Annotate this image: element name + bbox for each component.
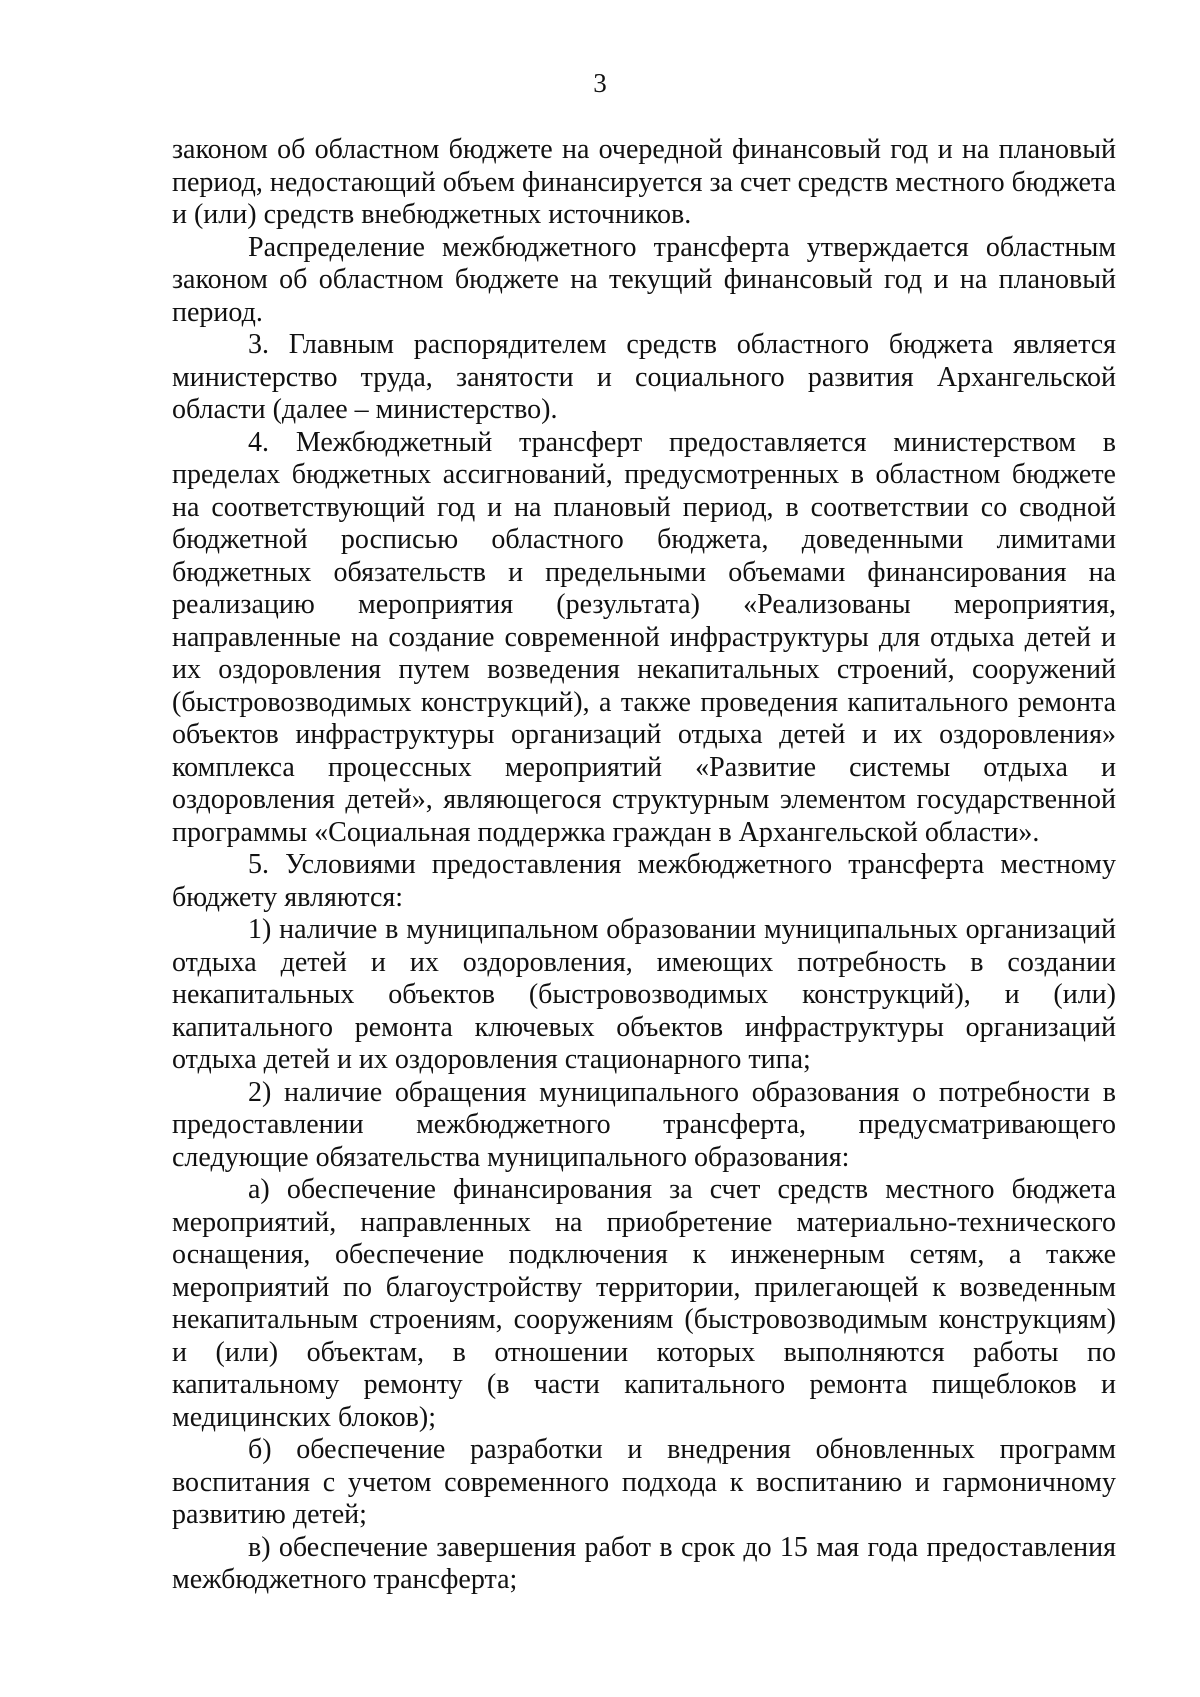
paragraph-item-5: 5. Условиями предоставления межбюджетного трансферта местному бюджету являются: xyxy=(172,849,1116,913)
paragraph-item-3: 3. Главным распорядителем средств областного бюджета является министерство труда, занятости и социального развития Архангельской области (далее – министерство). xyxy=(172,329,1116,425)
paragraph-item-4: 4. Межбюджетный трансферт предоставляется министерством в пределах бюджетных ассигнований, предусмотренных в областном бюджете на соответствующий год и на плановый период, в соответствии со сводной бюджетной росписью областного бюджета, доведенными лимитами бюджетных обязательств и предельными объемами финансирования на реализацию мероприятия (результата) «Реализованы мероприятия, направленные на создание современной инфраструктуры для отдыха детей и их оздоровления путем возведения некапитальных строений, сооружений (быстровозводимых конструкций), а также проведения капитального ремонта объектов инфраструктуры организаций отдыха детей и их оздоровления» комплекса процессных мероприятий «Развитие системы отдыха и оздоровления детей», являющегося структурным элементом государственной программы «Социальная поддержка граждан в Архангельской области». xyxy=(172,426,1116,848)
paragraph-subitem-v: в) обеспечение завершения работ в срок до 15 мая года предоставления межбюджетного трансферта; xyxy=(172,1531,1116,1595)
paragraph-subitem-a: а) обеспечение финансирования за счет средств местного бюджета мероприятий, направленных на приобретение материально-технического оснащения, обеспечение подключения к инженерным сетям, а также мероприятий по благоустройству территории, прилегающей к возведенным некапитальным строениям, сооружениям (быстровозводимым конструкциям) и (или) объектам, в отношении которых выполняются работы по капитальному ремонту (в части капитального ремонта пищеблоков и медицинских блоков); xyxy=(172,1174,1116,1433)
paragraph-subitem-b: б) обеспечение разработки и внедрения обновленных программ воспитания с учетом современного подхода к воспитанию и гармоничному развитию детей; xyxy=(172,1434,1116,1530)
paragraph-continuation: законом об областном бюджете на очередной финансовый год и на плановый период, недостающий объем финансируется за счет средств местного бюджета и (или) средств внебюджетных источников. xyxy=(172,134,1116,230)
document-body xyxy=(172,134,1116,1597)
page-number: 3 xyxy=(593,68,607,98)
paragraph-distribution: Распределение межбюджетного трансферта утверждается областным законом об областном бюджете на текущий финансовый год и на плановый период. xyxy=(172,231,1116,328)
paragraph-subitem-2: 2) наличие обращения муниципального образования о потребности в предоставлении межбюджетного трансферта, предусматривающего следующие обязательства муниципального образования: xyxy=(172,1076,1116,1173)
paragraph-subitem-1: 1) наличие в муниципальном образовании муниципальных организаций отдыха детей и их оздоровления, имеющих потребность в создании некапитальных объектов (быстровозводимых конструкций), и (или) капитального ремонта ключевых объектов инфраструктуры организаций отдыха детей и их оздоровления стационарного типа; xyxy=(172,914,1116,1075)
